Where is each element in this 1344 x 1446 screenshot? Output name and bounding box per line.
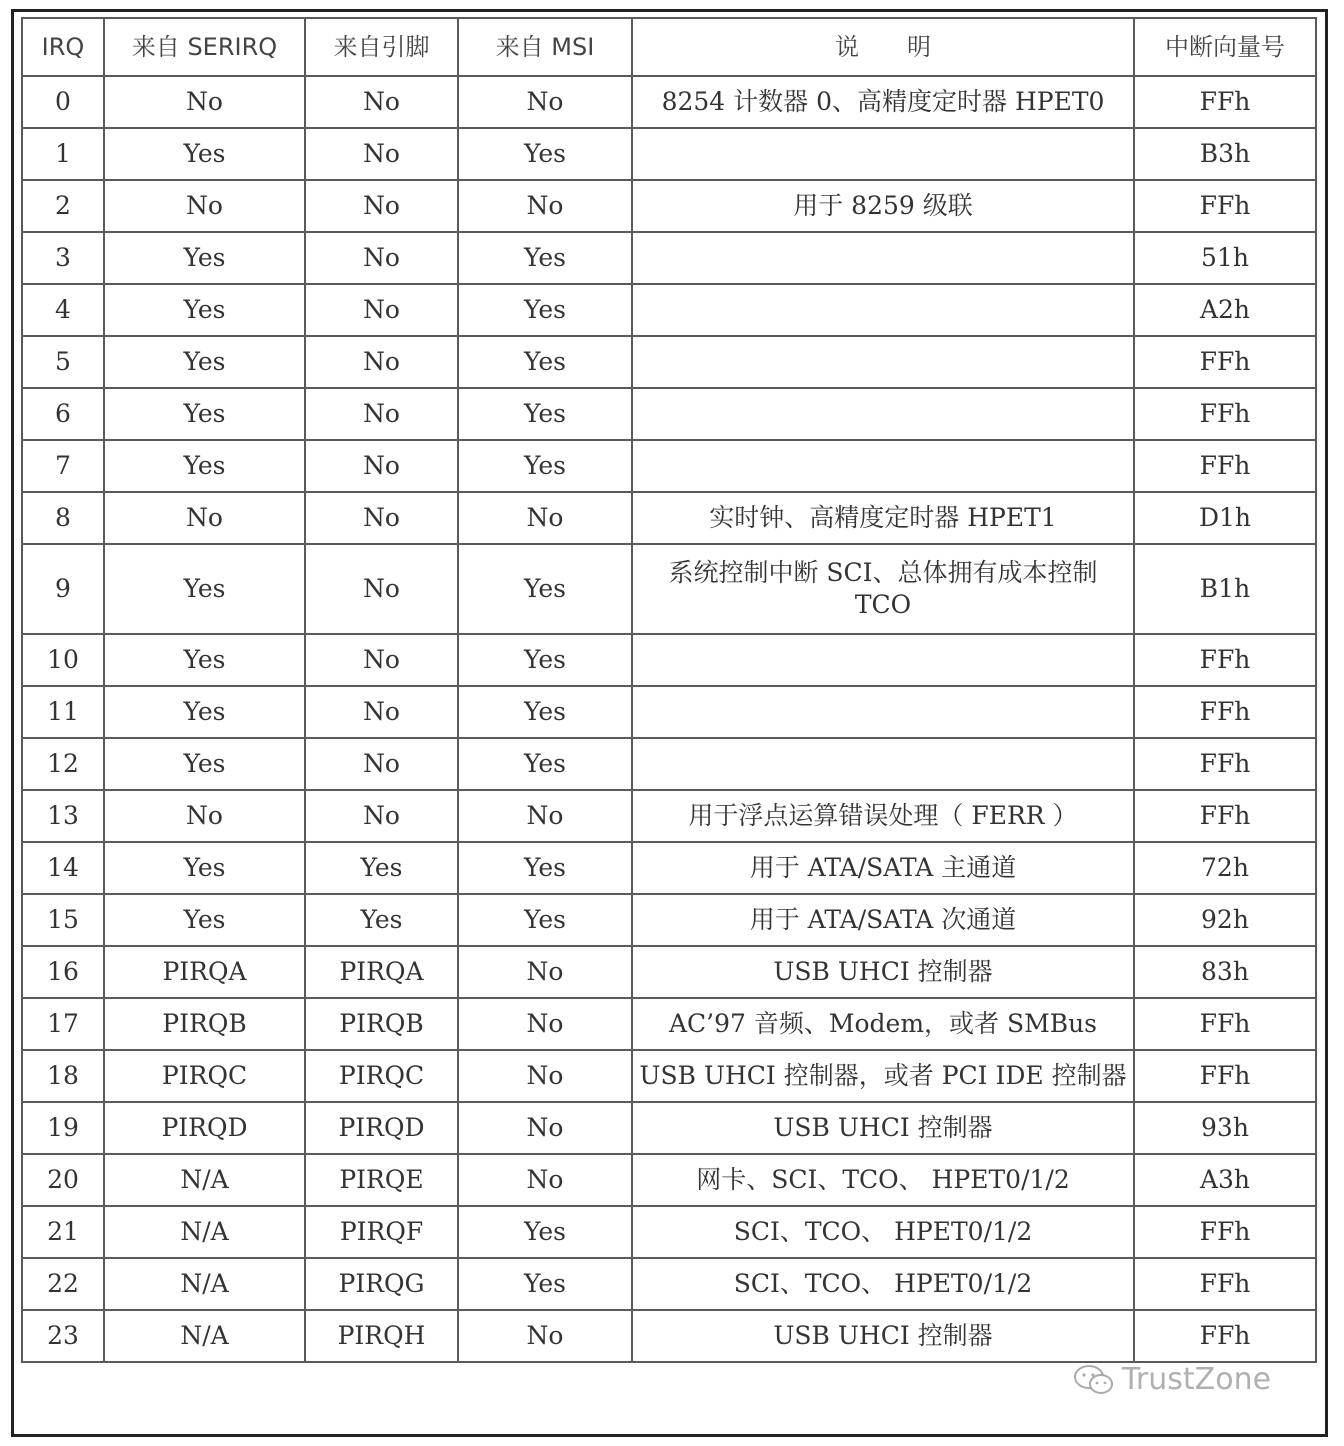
irq-cell: 0 (22, 76, 104, 128)
table-row (22, 686, 1316, 738)
vector-cell: B1h (1134, 544, 1316, 634)
pin-cell: PIRQC (305, 1050, 458, 1102)
vector-cell: B3h (1134, 128, 1316, 180)
description-cell (632, 440, 1134, 492)
header-description: 说 明 (632, 18, 1134, 76)
pin-cell: Yes (305, 894, 458, 946)
irq-cell: 3 (22, 232, 104, 284)
msi-cell: No (458, 76, 632, 128)
irq-cell: 10 (22, 634, 104, 686)
pin-cell: No (305, 686, 458, 738)
msi-cell: No (458, 1154, 632, 1206)
description-cell (632, 686, 1134, 738)
header-from-pin: 来自引脚 (305, 18, 458, 76)
serirq-cell: PIRQC (104, 1050, 305, 1102)
pin-cell: No (305, 284, 458, 336)
vector-cell: FFh (1134, 1258, 1316, 1310)
serirq-cell: PIRQD (104, 1102, 305, 1154)
msi-cell: Yes (458, 738, 632, 790)
table-row (22, 336, 1316, 388)
pin-cell: PIRQE (305, 1154, 458, 1206)
description-cell: 用于 ATA/SATA 次通道 (632, 894, 1134, 946)
vector-cell: FFh (1134, 336, 1316, 388)
table-row (22, 1310, 1316, 1362)
header-irq: IRQ (22, 18, 104, 76)
description-cell (632, 284, 1134, 336)
vector-cell: D1h (1134, 492, 1316, 544)
pin-cell: No (305, 544, 458, 634)
description-cell (632, 634, 1134, 686)
description-cell (632, 738, 1134, 790)
table-row (22, 634, 1316, 686)
irq-cell: 1 (22, 128, 104, 180)
serirq-cell: Yes (104, 894, 305, 946)
msi-cell: No (458, 790, 632, 842)
msi-cell: No (458, 1310, 632, 1362)
irq-cell: 2 (22, 180, 104, 232)
pin-cell: No (305, 440, 458, 492)
vector-cell: FFh (1134, 388, 1316, 440)
irq-cell: 16 (22, 946, 104, 998)
table-row (22, 998, 1316, 1050)
msi-cell: No (458, 492, 632, 544)
serirq-cell: N/A (104, 1310, 305, 1362)
vector-cell: FFh (1134, 686, 1316, 738)
pin-cell: PIRQD (305, 1102, 458, 1154)
vector-cell: FFh (1134, 440, 1316, 492)
watermark-text: TrustZone (1122, 1362, 1272, 1397)
table-row (22, 1102, 1316, 1154)
serirq-cell: Yes (104, 232, 305, 284)
description-cell (632, 232, 1134, 284)
serirq-cell: PIRQA (104, 946, 305, 998)
msi-cell: Yes (458, 232, 632, 284)
vector-cell: FFh (1134, 738, 1316, 790)
vector-cell: 83h (1134, 946, 1316, 998)
serirq-cell: Yes (104, 440, 305, 492)
msi-cell: Yes (458, 686, 632, 738)
irq-cell: 11 (22, 686, 104, 738)
vector-cell: FFh (1134, 998, 1316, 1050)
irq-cell: 18 (22, 1050, 104, 1102)
serirq-cell: Yes (104, 544, 305, 634)
irq-cell: 12 (22, 738, 104, 790)
msi-cell: No (458, 998, 632, 1050)
description-cell: SCI、TCO、 HPET0/1/2 (632, 1206, 1134, 1258)
table-row (22, 738, 1316, 790)
vector-cell: FFh (1134, 634, 1316, 686)
serirq-cell: N/A (104, 1154, 305, 1206)
serirq-cell: PIRQB (104, 998, 305, 1050)
table-row (22, 232, 1316, 284)
irq-cell: 8 (22, 492, 104, 544)
vector-cell: FFh (1134, 790, 1316, 842)
irq-cell: 4 (22, 284, 104, 336)
pin-cell: No (305, 492, 458, 544)
irq-table (21, 17, 1317, 1363)
serirq-cell: Yes (104, 336, 305, 388)
irq-cell: 7 (22, 440, 104, 492)
serirq-cell: No (104, 76, 305, 128)
description-cell: 用于 8259 级联 (632, 180, 1134, 232)
serirq-cell: No (104, 492, 305, 544)
pin-cell: No (305, 180, 458, 232)
table-header (22, 18, 1316, 76)
description-cell (632, 128, 1134, 180)
table-row (22, 128, 1316, 180)
msi-cell: Yes (458, 1258, 632, 1310)
irq-cell: 23 (22, 1310, 104, 1362)
msi-cell: Yes (458, 284, 632, 336)
pin-cell: No (305, 388, 458, 440)
pin-cell: No (305, 738, 458, 790)
table-body (22, 76, 1316, 1362)
msi-cell: Yes (458, 894, 632, 946)
table-row (22, 440, 1316, 492)
pin-cell: No (305, 790, 458, 842)
pin-cell: Yes (305, 842, 458, 894)
irq-cell: 22 (22, 1258, 104, 1310)
pin-cell: PIRQA (305, 946, 458, 998)
table-row (22, 1258, 1316, 1310)
vector-cell: FFh (1134, 76, 1316, 128)
serirq-cell: Yes (104, 634, 305, 686)
msi-cell: Yes (458, 1206, 632, 1258)
irq-cell: 6 (22, 388, 104, 440)
serirq-cell: Yes (104, 842, 305, 894)
msi-cell: Yes (458, 440, 632, 492)
vector-cell: FFh (1134, 1206, 1316, 1258)
msi-cell: Yes (458, 388, 632, 440)
table-row (22, 284, 1316, 336)
table-row (22, 946, 1316, 998)
msi-cell: Yes (458, 842, 632, 894)
vector-cell: 92h (1134, 894, 1316, 946)
table-row (22, 388, 1316, 440)
vector-cell: A2h (1134, 284, 1316, 336)
irq-cell: 5 (22, 336, 104, 388)
msi-cell: Yes (458, 128, 632, 180)
pin-cell: No (305, 336, 458, 388)
msi-cell: Yes (458, 544, 632, 634)
table-row (22, 492, 1316, 544)
table-row (22, 1050, 1316, 1102)
irq-cell: 15 (22, 894, 104, 946)
table-row (22, 180, 1316, 232)
irq-cell: 9 (22, 544, 104, 634)
serirq-cell: Yes (104, 686, 305, 738)
msi-cell: Yes (458, 634, 632, 686)
vector-cell: 51h (1134, 232, 1316, 284)
serirq-cell: No (104, 180, 305, 232)
header-from-msi: 来自 MSI (458, 18, 632, 76)
pin-cell: PIRQG (305, 1258, 458, 1310)
pin-cell: PIRQB (305, 998, 458, 1050)
serirq-cell: No (104, 790, 305, 842)
msi-cell: No (458, 1102, 632, 1154)
description-cell (632, 388, 1134, 440)
description-cell: USB UHCI 控制器 (632, 946, 1134, 998)
description-cell: 用于 ATA/SATA 主通道 (632, 842, 1134, 894)
pin-cell: No (305, 76, 458, 128)
vector-cell: FFh (1134, 1050, 1316, 1102)
description-cell: USB UHCI 控制器，或者 PCI IDE 控制器 (632, 1050, 1134, 1102)
serirq-cell: Yes (104, 284, 305, 336)
irq-cell: 21 (22, 1206, 104, 1258)
pin-cell: No (305, 232, 458, 284)
table-row (22, 76, 1316, 128)
serirq-cell: Yes (104, 388, 305, 440)
vector-cell: 93h (1134, 1102, 1316, 1154)
description-cell (632, 336, 1134, 388)
vector-cell: FFh (1134, 1310, 1316, 1362)
serirq-cell: Yes (104, 128, 305, 180)
description-cell: 用于浮点运算错误处理（ FERR ） (632, 790, 1134, 842)
irq-cell: 17 (22, 998, 104, 1050)
irq-cell: 19 (22, 1102, 104, 1154)
vector-cell: 72h (1134, 842, 1316, 894)
pin-cell: No (305, 634, 458, 686)
table-row (22, 1154, 1316, 1206)
header-from-serirq: 来自 SERIRQ (104, 18, 305, 76)
table-row (22, 790, 1316, 842)
msi-cell: No (458, 946, 632, 998)
serirq-cell: Yes (104, 738, 305, 790)
description-cell: SCI、TCO、 HPET0/1/2 (632, 1258, 1134, 1310)
pin-cell: PIRQF (305, 1206, 458, 1258)
irq-cell: 13 (22, 790, 104, 842)
description-cell: AC’97 音频、Modem，或者 SMBus (632, 998, 1134, 1050)
msi-cell: No (458, 1050, 632, 1102)
description-cell: 系统控制中断 SCI、总体拥有成本控制 TCO (632, 544, 1134, 634)
table-row (22, 894, 1316, 946)
description-cell: 实时钟、高精度定时器 HPET1 (632, 492, 1134, 544)
msi-cell: Yes (458, 336, 632, 388)
serirq-cell: N/A (104, 1206, 305, 1258)
serirq-cell: N/A (104, 1258, 305, 1310)
vector-cell: A3h (1134, 1154, 1316, 1206)
table-row (22, 544, 1316, 634)
irq-cell: 14 (22, 842, 104, 894)
irq-cell: 20 (22, 1154, 104, 1206)
description-cell: 网卡、SCI、TCO、 HPET0/1/2 (632, 1154, 1134, 1206)
vector-cell: FFh (1134, 180, 1316, 232)
table-row (22, 842, 1316, 894)
pin-cell: PIRQH (305, 1310, 458, 1362)
description-cell: 8254 计数器 0、高精度定时器 HPET0 (632, 76, 1134, 128)
header-vector: 中断向量号 (1134, 18, 1316, 76)
description-cell: USB UHCI 控制器 (632, 1102, 1134, 1154)
msi-cell: No (458, 180, 632, 232)
description-cell: USB UHCI 控制器 (632, 1310, 1134, 1362)
pin-cell: No (305, 128, 458, 180)
table-row (22, 1206, 1316, 1258)
